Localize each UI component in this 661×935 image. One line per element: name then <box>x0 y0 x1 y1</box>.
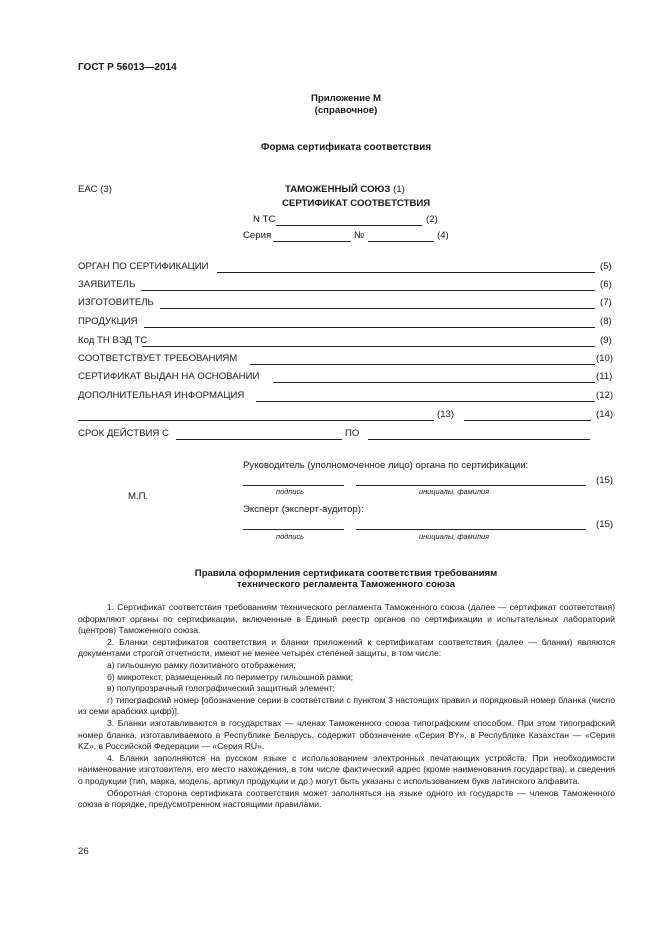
field-label: ИЗГОТОВИТЕЛЬ <box>78 297 154 308</box>
expert-name-line <box>356 529 586 530</box>
field-num: (7) <box>600 297 612 308</box>
certificate-title: СЕРТИФИКАТ СООТВЕТСТВИЯ <box>282 198 431 209</box>
field-label: СООТВЕТСТВУЕТ ТРЕБОВАНИЯМ <box>78 353 238 364</box>
line-13 <box>78 420 434 421</box>
rule-paragraph: 2. Бланки сертификатов соответствия и бланки приложений к сертификатам соответствия (далее — бланки) являются документами строгой отчетности, имеют не менее четырех степеней защиты, в том числе: <box>78 636 615 659</box>
num-14: (14) <box>596 409 614 420</box>
page-number: 26 <box>78 846 89 857</box>
field-num: (9) <box>600 335 612 346</box>
field-num: (6) <box>600 279 612 290</box>
field-line <box>250 364 595 365</box>
field-line <box>256 401 595 402</box>
valid-to-label: ПО <box>345 428 360 439</box>
field-line <box>144 327 595 328</box>
expert-signature-line <box>243 529 344 530</box>
rules-title-line2: технического регламента Таможенного союза <box>236 579 456 590</box>
appendix-title: Приложение М <box>310 93 382 104</box>
head-label: Руководитель (уполномоченное лицо) органа по сертификации: <box>243 460 529 471</box>
head-signature-line <box>243 485 344 486</box>
field-line <box>273 382 595 383</box>
union-num: (1) <box>393 184 405 195</box>
name-caption: инициалы, фамилия <box>419 487 490 496</box>
rules-text <box>78 602 615 811</box>
rule-paragraph: 3. Бланки изготавливаются в государствах — членах Таможенного союза типографским способом. При этом типографский номер бланка, изготавливаемого в Республике Беларусь, содержит обозначение «Серия BY», в Республике Казахстан — «Серия KZ», в Российской Федерации — «Серия RU». <box>78 717 615 752</box>
head-name-line <box>356 485 586 486</box>
num-15: (15) <box>596 475 614 486</box>
line-14 <box>464 420 591 421</box>
stamp-place: М.П. <box>128 491 149 502</box>
n-tc-number: (2) <box>426 214 438 225</box>
field-line <box>160 308 595 309</box>
valid-from-label: СРОК ДЕЙСТВИЯ С <box>78 428 169 439</box>
field-num: (11) <box>596 371 613 382</box>
rule-list-item: б) микротекст, размещенный по периметру гильошной рамки; <box>107 671 354 682</box>
rule-paragraph: 1. Сертификат соответствия требованиям технического регламента Таможенного союза (далее — сертификат соответствия) оформляют органы по сертификации, включенные в Единый реестр органов по сертификации и испытательных лабораторий (центров) Таможенного союза. <box>78 602 615 636</box>
field-num: (12) <box>596 390 614 401</box>
n-tc-label: N ТС <box>253 214 276 225</box>
union-title: ТАМОЖЕННЫЙ СОЮЗ <box>285 184 391 195</box>
signature-caption: подпись <box>276 487 305 496</box>
n-tc-line <box>276 225 422 226</box>
field-label: Код ТН ВЭД ТС <box>78 335 148 346</box>
number-sign: № <box>354 230 365 241</box>
rule-list-item: г) типографский номер [обозначение серии в соответствии с пунктом 3 настоящих правил и порядковый номер бланка (число из семи арабских цифр)]. <box>78 694 615 717</box>
num-13: (13) <box>437 409 455 420</box>
rule-list-item: а) гильошную рамку позитивного отображения; <box>107 659 296 670</box>
appendix-subtitle: (справочное) <box>314 105 378 116</box>
signature-caption: подпись <box>276 532 305 541</box>
expert-label: Эксперт (эксперт-аудитор): <box>243 504 364 515</box>
series-number: (4) <box>437 230 449 241</box>
name-caption: инициалы, фамилия <box>419 532 490 541</box>
number-line <box>368 241 434 242</box>
field-line <box>141 290 595 291</box>
field-num: (10) <box>596 353 614 364</box>
eac-mark: ЕАС (3) <box>78 184 112 195</box>
field-num: (8) <box>600 316 612 327</box>
union-title-line <box>285 184 405 195</box>
valid-to-line <box>368 439 590 440</box>
field-label: ОРГАН ПО СЕРТИФИКАЦИИ <box>78 261 209 272</box>
valid-from-line <box>176 439 342 440</box>
rule-paragraph: Оборотная сторона сертификата соответствия может заполняться на языке одного из государств — членов Таможенного союза в порядке, предусмотренном настоящими правилами. <box>78 787 615 810</box>
form-title: Форма сертификата соответствия <box>260 142 432 153</box>
field-num: (5) <box>600 261 612 272</box>
rule-list-item: в) полупрозрачный голографический защитный элемент; <box>107 683 336 694</box>
field-label: СЕРТИФИКАТ ВЫДАН НА ОСНОВАНИИ <box>78 371 260 382</box>
field-line <box>217 272 595 273</box>
field-label: ПРОДУКЦИЯ <box>78 316 138 327</box>
series-label: Серия <box>243 230 272 241</box>
rule-paragraph: 4. Бланки заполняются на русском языке с использованием электронных печатающих устройств. При необходимости наименование изготовителя, его место нахождения, в том числе фактический адрес (кроме наименования государства), и сведения о продукции (тип, марка, модель, артикул продукции и др.) могут быть указаны с использованием букв латинского алфавита. <box>78 752 615 786</box>
field-label: ЗАЯВИТЕЛЬ <box>78 279 136 290</box>
rules-title-line1: Правила оформления сертификата соответствия требованиям <box>194 568 498 579</box>
series-line <box>273 241 351 242</box>
num-15: (15) <box>596 519 614 530</box>
document-code: ГОСТ Р 56013—2014 <box>78 62 177 73</box>
field-label: ДОПОЛНИТЕЛЬНАЯ ИНФОРМАЦИЯ <box>78 390 245 401</box>
field-line <box>142 346 595 347</box>
